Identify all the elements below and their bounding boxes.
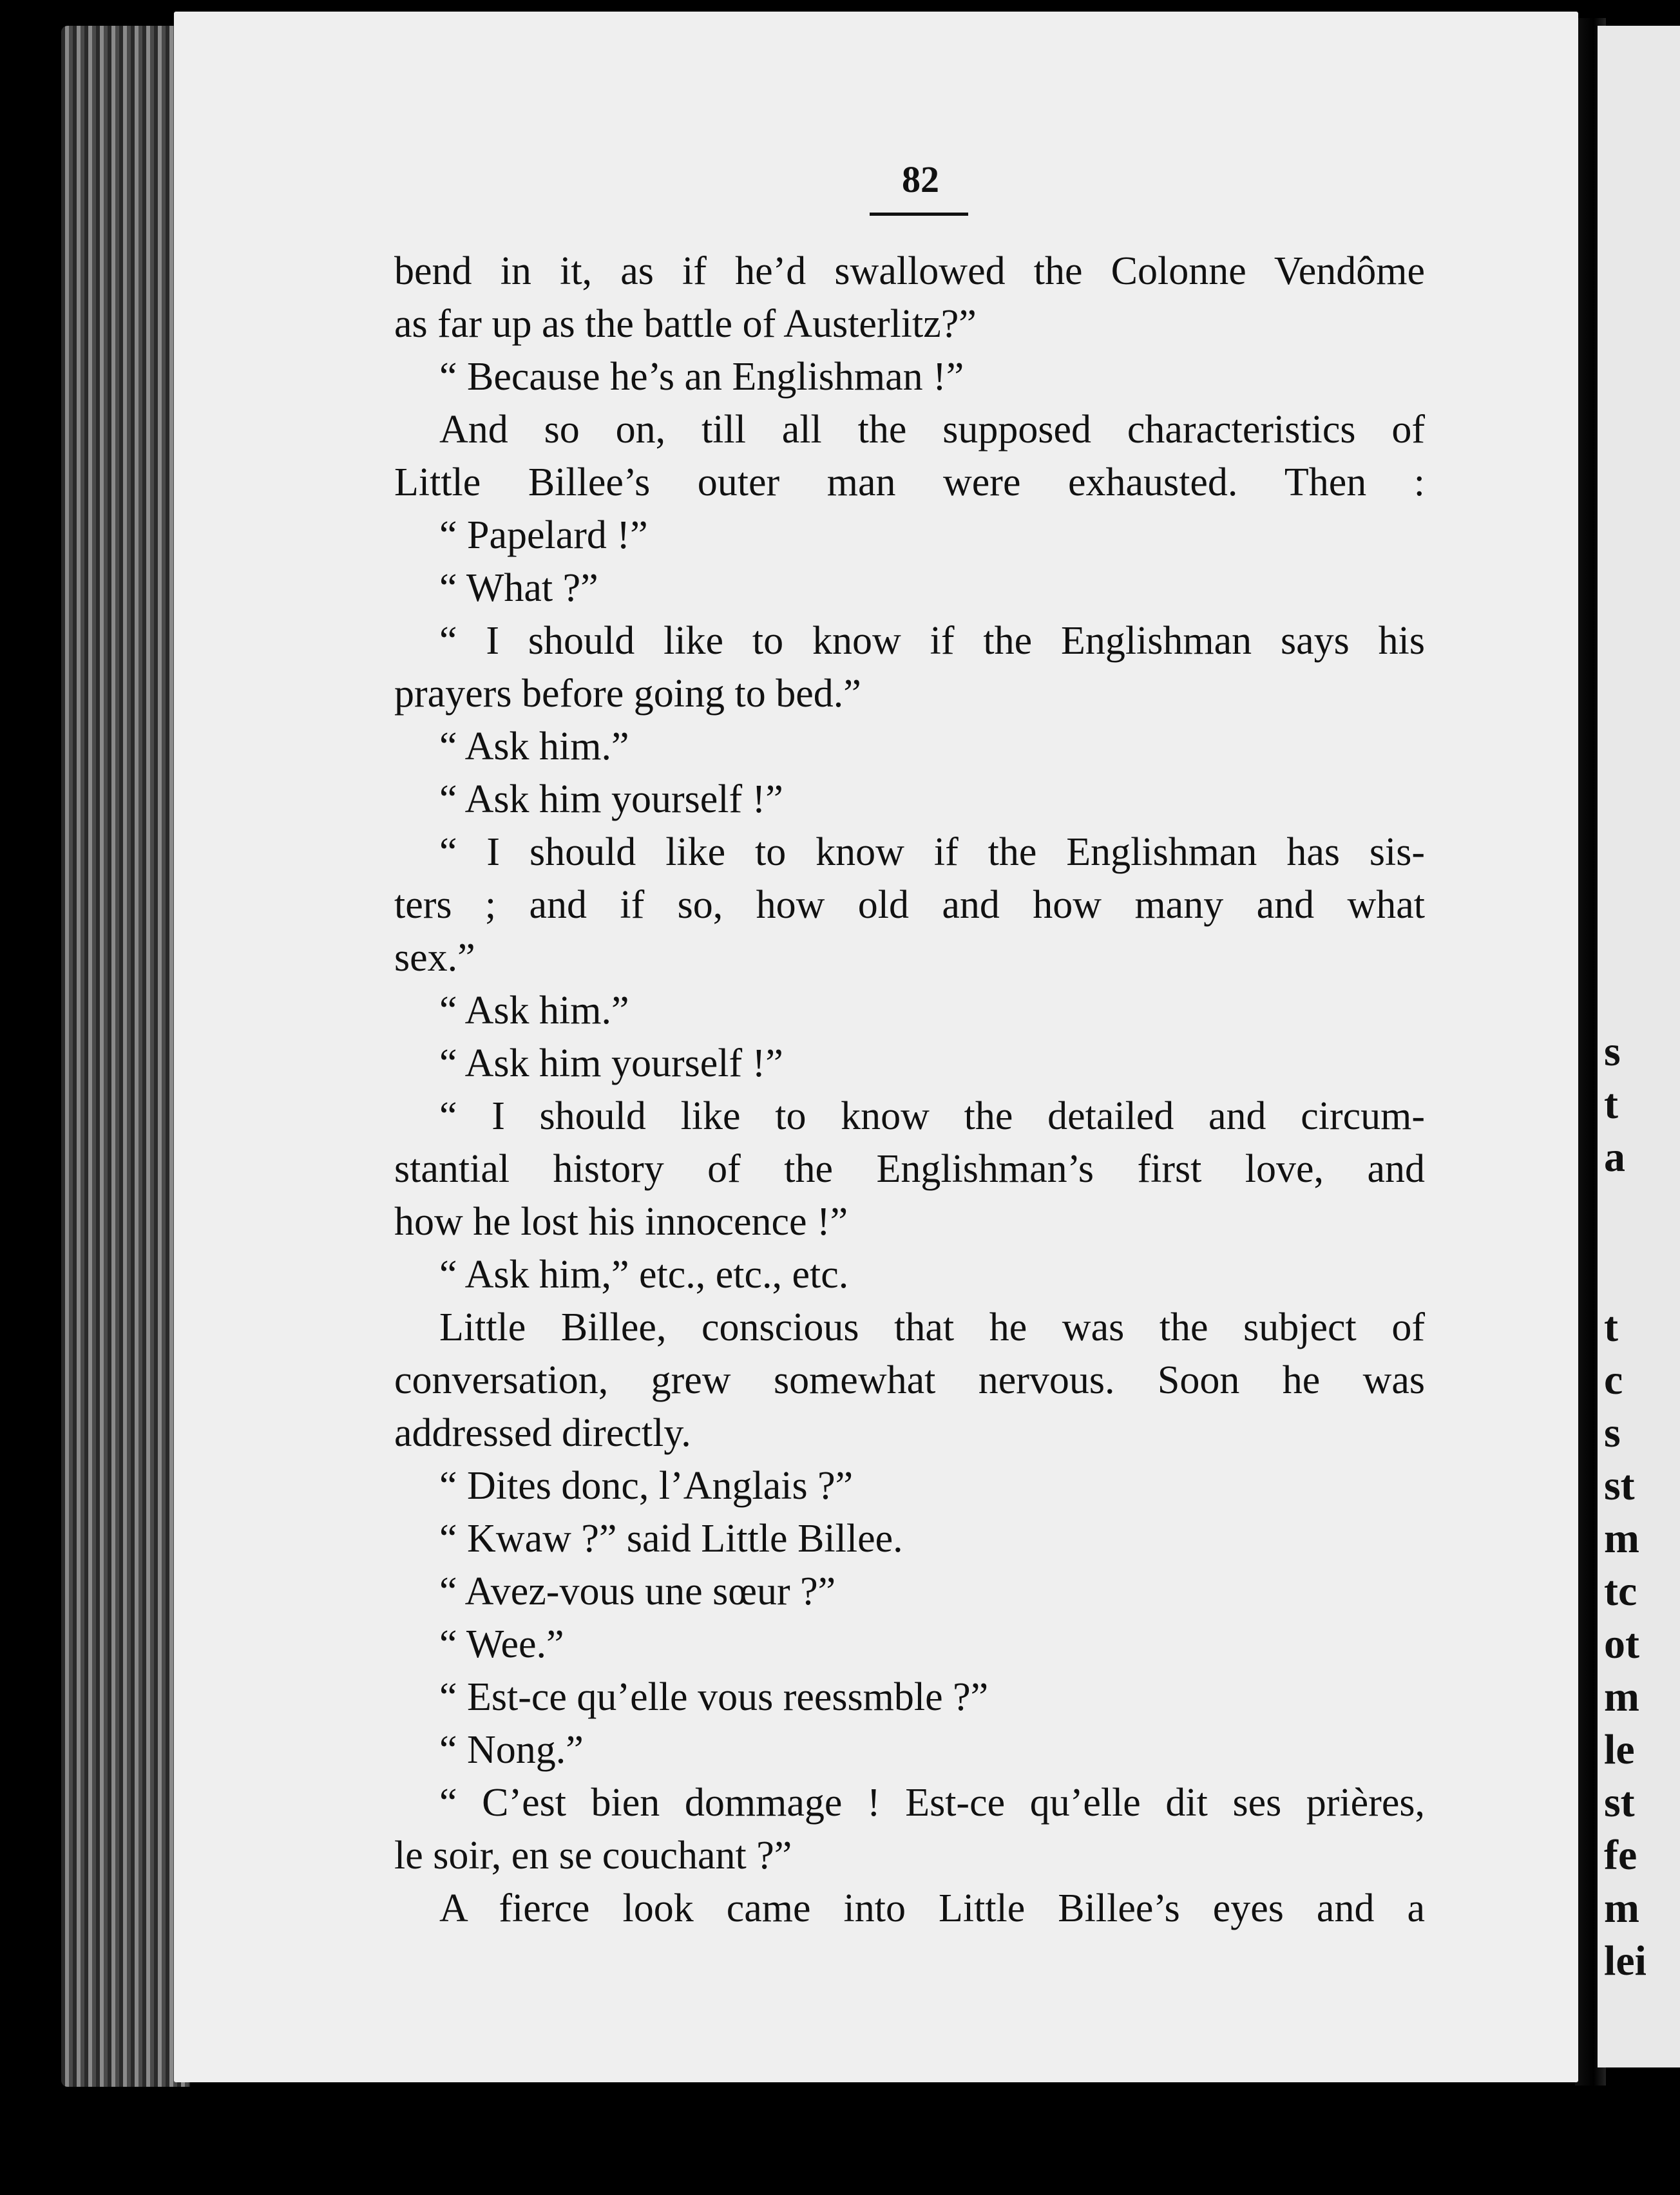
facing-page-fragment: s [1604, 1409, 1621, 1456]
text-line: how he lost his innocence !” [394, 1200, 848, 1244]
body-text [394, 245, 1425, 1935]
facing-page-fragment: c [1604, 1356, 1623, 1403]
text-line: “ Ask him,” etc., etc., etc. [439, 1253, 849, 1297]
facing-page-fragment: fe [1604, 1832, 1637, 1879]
text-line: “ Kwaw ?” said Little Billee. [439, 1517, 903, 1561]
text-line: “ Ask him.” [439, 725, 629, 768]
facing-page-fragment: st [1604, 1462, 1635, 1509]
text-line: le soir, en se couchant ?” [394, 1834, 792, 1877]
text-line: “ What ?” [439, 566, 598, 610]
text-line: Little Billee’s outer man were exhausted. Then : [394, 461, 1425, 504]
page-number: 82 [902, 158, 939, 200]
text-line: Little Billee, conscious that he was the subject of [439, 1306, 1425, 1349]
text-line: “ Because he’s an Englishman !” [439, 355, 964, 399]
text-line: “ I should like to know if the Englishman has sis- [439, 830, 1425, 874]
text-line: “ Est-ce qu’elle vous reessmble ?” [439, 1675, 989, 1719]
text-line: A fierce look came into Little Billee’s eyes and a [439, 1886, 1425, 1930]
facing-page-fragment: tc [1604, 1568, 1637, 1615]
facing-page-fragment: m [1604, 1885, 1639, 1932]
text-line: “ C’est bien dommage ! Est-ce qu’elle dit ses prières, [439, 1781, 1425, 1825]
text-line: “ Wee.” [439, 1622, 564, 1666]
text-line: “ I should like to know if the Englishman says his [439, 619, 1425, 663]
text-line: “ Dites donc, l’Anglais ?” [439, 1464, 854, 1508]
text-line: “ Avez-vous une sœur ?” [439, 1570, 836, 1613]
facing-page-fragment: le [1604, 1726, 1635, 1773]
facing-page-fragment: st [1604, 1779, 1635, 1826]
page-edges [61, 26, 190, 2087]
text-line: as far up as the battle of Austerlitz?” [394, 302, 977, 346]
facing-page-fragment: a [1604, 1134, 1625, 1181]
text-line: bend in it, as if he’d swallowed the Colonne Vendôme [394, 249, 1425, 293]
text-line: prayers before going to bed.” [394, 672, 861, 716]
text-line: “ Nong.” [439, 1728, 584, 1772]
text-line: sex.” [394, 936, 475, 980]
text-line: “ Ask him.” [439, 989, 629, 1032]
facing-page-fragment: t [1604, 1081, 1618, 1128]
text-line: conversation, grew somewhat nervous. Soon he was [394, 1358, 1425, 1402]
facing-page-fragment: lei [1604, 1937, 1647, 1984]
facing-page-fragment: m [1604, 1673, 1639, 1720]
text-line: addressed directly. [394, 1411, 691, 1455]
text-line: “ Ask him yourself !” [439, 1041, 783, 1085]
text-line: “ Ask him yourself !” [439, 777, 783, 821]
text-line: “ Papelard !” [439, 513, 648, 557]
text-line: stantial history of the Englishman’s first love, and [394, 1147, 1425, 1191]
text-line: ters ; and if so, how old and how many and what [394, 883, 1425, 927]
text-line: And so on, till all the supposed characteristics of [439, 408, 1425, 451]
facing-page-fragment: ot [1604, 1620, 1639, 1668]
facing-page [1598, 26, 1680, 2067]
facing-page-fragment: m [1604, 1515, 1639, 1562]
text-line: “ I should like to know the detailed and circum- [439, 1094, 1425, 1138]
page-number-rule [870, 213, 968, 216]
facing-page-fragment: s [1604, 1028, 1621, 1075]
facing-page-fragment: t [1604, 1304, 1618, 1351]
